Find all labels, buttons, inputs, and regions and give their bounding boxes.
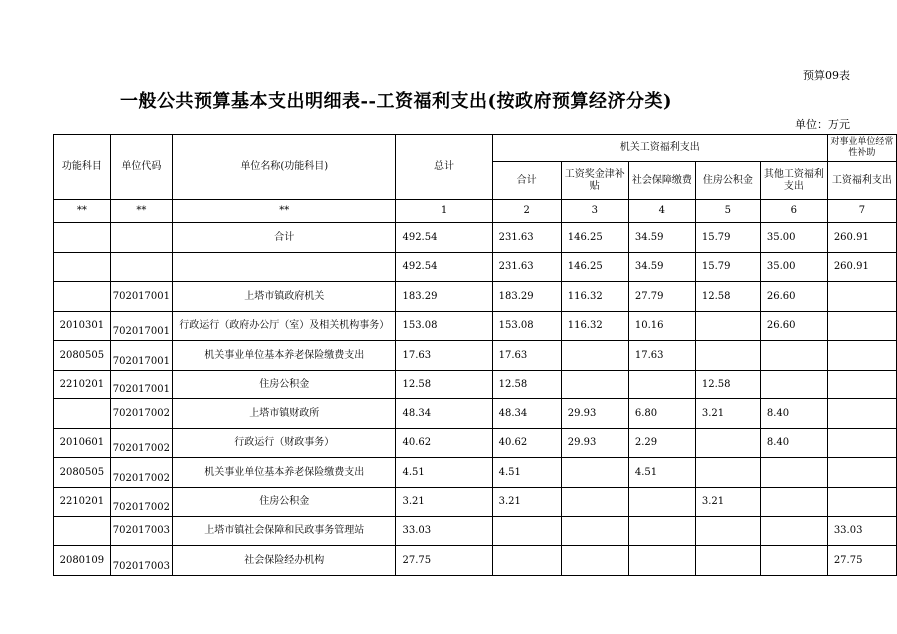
subsidy-cell: 27.75 <box>827 546 896 576</box>
wage-cell: 29.93 <box>561 399 628 429</box>
unit-label: 单位：万元 <box>795 118 850 131</box>
subsidy-cell: 260.91 <box>827 223 896 253</box>
housing-cell <box>695 341 760 371</box>
total-cell: 492.54 <box>396 223 492 253</box>
unit-code-cell: 702017002 <box>110 488 172 517</box>
social-cell: 4.51 <box>628 458 695 488</box>
social-cell: 10.16 <box>628 312 695 341</box>
func-code-cell <box>54 399 111 429</box>
unit-code-cell: 702017001 <box>110 371 172 399</box>
func-code-cell: 2010301 <box>54 312 111 341</box>
table-row <box>54 517 897 546</box>
func-code-cell: 2080505 <box>54 341 111 371</box>
sum-cell <box>492 546 561 576</box>
header-subtotal: 合计 <box>492 162 561 200</box>
unit-name-cell <box>173 253 396 282</box>
housing-cell: 15.79 <box>695 253 760 282</box>
other-cell <box>760 371 827 399</box>
unit-name-cell: 社会保险经办机构 <box>173 546 396 576</box>
header-total: 总计 <box>396 135 492 200</box>
column-index-cell: 6 <box>760 200 827 223</box>
housing-cell <box>695 312 760 341</box>
total-cell: 492.54 <box>396 253 492 282</box>
column-index-cell: 2 <box>492 200 561 223</box>
housing-cell: 3.21 <box>695 399 760 429</box>
header-func-code: 功能科目 <box>54 135 111 200</box>
subsidy-cell <box>827 312 896 341</box>
column-index-cell: ** <box>54 200 111 223</box>
wage-cell <box>561 341 628 371</box>
sum-cell: 231.63 <box>492 253 561 282</box>
page-title: 一般公共预算基本支出明细表--工资福利支出(按政府预算经济分类) <box>120 91 672 112</box>
sum-cell: 48.34 <box>492 399 561 429</box>
unit-code-cell: 702017002 <box>110 399 172 429</box>
unit-name-cell: 行政运行（政府办公厅（室）及相关机构事务） <box>173 312 396 341</box>
housing-cell <box>695 546 760 576</box>
social-cell: 17.63 <box>628 341 695 371</box>
housing-cell: 15.79 <box>695 223 760 253</box>
unit-name-cell: 上塔市镇社会保障和民政事务管理站 <box>173 517 396 546</box>
unit-code-cell: 702017002 <box>110 458 172 488</box>
housing-cell <box>695 429 760 458</box>
other-cell <box>760 341 827 371</box>
sum-cell: 231.63 <box>492 223 561 253</box>
wage-cell: 116.32 <box>561 282 628 312</box>
unit-name-cell: 上塔市镇财政所 <box>173 399 396 429</box>
table-row <box>54 429 897 458</box>
total-cell: 12.58 <box>396 371 492 399</box>
column-index-cell: 7 <box>827 200 896 223</box>
column-index-cell: 5 <box>695 200 760 223</box>
other-cell <box>760 546 827 576</box>
header-group-wage: 机关工资福利支出 <box>492 135 827 162</box>
total-cell: 183.29 <box>396 282 492 312</box>
social-cell: 34.59 <box>628 223 695 253</box>
func-code-cell <box>54 223 111 253</box>
header-social-security: 社会保障缴费 <box>628 162 695 200</box>
subsidy-cell: 33.03 <box>827 517 896 546</box>
unit-name-cell: 机关事业单位基本养老保险缴费支出 <box>173 458 396 488</box>
column-index-cell: 1 <box>396 200 492 223</box>
social-cell <box>628 488 695 517</box>
social-cell: 2.29 <box>628 429 695 458</box>
sum-cell: 12.58 <box>492 371 561 399</box>
table-row <box>54 223 897 253</box>
table-row <box>54 341 897 371</box>
sum-cell: 4.51 <box>492 458 561 488</box>
other-cell: 26.60 <box>760 282 827 312</box>
total-cell: 40.62 <box>396 429 492 458</box>
func-code-cell <box>54 517 111 546</box>
form-code: 预算09表 <box>803 69 850 82</box>
header-group-subsidy: 对事业单位经常性补助 <box>827 135 896 162</box>
unit-code-cell <box>110 223 172 253</box>
sum-cell: 3.21 <box>492 488 561 517</box>
unit-code-cell: 702017001 <box>110 341 172 371</box>
other-cell: 26.60 <box>760 312 827 341</box>
column-index-cell: ** <box>173 200 396 223</box>
other-cell <box>760 517 827 546</box>
func-code-cell: 2210201 <box>54 371 111 399</box>
header-housing-fund: 住房公积金 <box>695 162 760 200</box>
sum-cell: 17.63 <box>492 341 561 371</box>
func-code-cell: 2010601 <box>54 429 111 458</box>
func-code-cell <box>54 253 111 282</box>
social-cell <box>628 517 695 546</box>
other-cell <box>760 488 827 517</box>
func-code-cell: 2080109 <box>54 546 111 576</box>
subsidy-cell <box>827 341 896 371</box>
wage-cell: 146.25 <box>561 253 628 282</box>
wage-cell <box>561 371 628 399</box>
wage-cell: 116.32 <box>561 312 628 341</box>
total-cell: 17.63 <box>396 341 492 371</box>
subsidy-cell <box>827 282 896 312</box>
total-cell: 48.34 <box>396 399 492 429</box>
unit-code-cell: 702017002 <box>110 429 172 458</box>
unit-name-cell: 住房公积金 <box>173 488 396 517</box>
social-cell: 6.80 <box>628 399 695 429</box>
table-row <box>54 312 897 341</box>
other-cell: 35.00 <box>760 253 827 282</box>
total-cell: 3.21 <box>396 488 492 517</box>
unit-code-cell: 702017003 <box>110 517 172 546</box>
total-cell: 4.51 <box>396 458 492 488</box>
header-wage-bonus: 工资奖金津补贴 <box>561 162 628 200</box>
total-cell: 33.03 <box>396 517 492 546</box>
table-row <box>54 253 897 282</box>
wage-cell: 146.25 <box>561 223 628 253</box>
other-cell: 8.40 <box>760 399 827 429</box>
subsidy-cell <box>827 399 896 429</box>
unit-name-cell: 上塔市镇政府机关 <box>173 282 396 312</box>
table-row <box>54 282 897 312</box>
social-cell: 34.59 <box>628 253 695 282</box>
subsidy-cell <box>827 488 896 517</box>
unit-code-cell: 702017001 <box>110 282 172 312</box>
header-subsidy-wage: 工资福利支出 <box>827 162 896 200</box>
header-unit-code: 单位代码 <box>110 135 172 200</box>
unit-name-cell: 机关事业单位基本养老保险缴费支出 <box>173 341 396 371</box>
unit-name-cell: 行政运行（财政事务） <box>173 429 396 458</box>
table-row <box>54 458 897 488</box>
unit-code-cell: 702017003 <box>110 546 172 576</box>
other-cell: 35.00 <box>760 223 827 253</box>
sum-cell <box>492 517 561 546</box>
wage-cell <box>561 546 628 576</box>
wage-cell <box>561 458 628 488</box>
table-row <box>54 546 897 576</box>
housing-cell <box>695 458 760 488</box>
unit-name-cell: 合计 <box>173 223 396 253</box>
unit-name-cell: 住房公积金 <box>173 371 396 399</box>
wage-cell: 29.93 <box>561 429 628 458</box>
social-cell: 27.79 <box>628 282 695 312</box>
other-cell <box>760 458 827 488</box>
func-code-cell: 2210201 <box>54 488 111 517</box>
header-unit-name: 单位名称(功能科目) <box>173 135 396 200</box>
column-index-cell: 4 <box>628 200 695 223</box>
subsidy-cell <box>827 429 896 458</box>
subsidy-cell: 260.91 <box>827 253 896 282</box>
total-cell: 153.08 <box>396 312 492 341</box>
table-row <box>54 371 897 399</box>
func-code-cell <box>54 282 111 312</box>
total-cell: 27.75 <box>396 546 492 576</box>
column-index-cell: 3 <box>561 200 628 223</box>
housing-cell: 3.21 <box>695 488 760 517</box>
social-cell <box>628 371 695 399</box>
unit-code-cell <box>110 253 172 282</box>
budget-table <box>53 134 897 576</box>
housing-cell: 12.58 <box>695 282 760 312</box>
sum-cell: 183.29 <box>492 282 561 312</box>
sum-cell: 40.62 <box>492 429 561 458</box>
column-index-cell: ** <box>110 200 172 223</box>
other-cell: 8.40 <box>760 429 827 458</box>
housing-cell <box>695 517 760 546</box>
unit-code-cell: 702017001 <box>110 312 172 341</box>
social-cell <box>628 546 695 576</box>
subsidy-cell <box>827 458 896 488</box>
table-row <box>54 399 897 429</box>
table-row <box>54 488 897 517</box>
wage-cell <box>561 488 628 517</box>
sum-cell: 153.08 <box>492 312 561 341</box>
header-other-welfare: 其他工资福利支出 <box>760 162 827 200</box>
subsidy-cell <box>827 371 896 399</box>
wage-cell <box>561 517 628 546</box>
func-code-cell: 2080505 <box>54 458 111 488</box>
housing-cell: 12.58 <box>695 371 760 399</box>
